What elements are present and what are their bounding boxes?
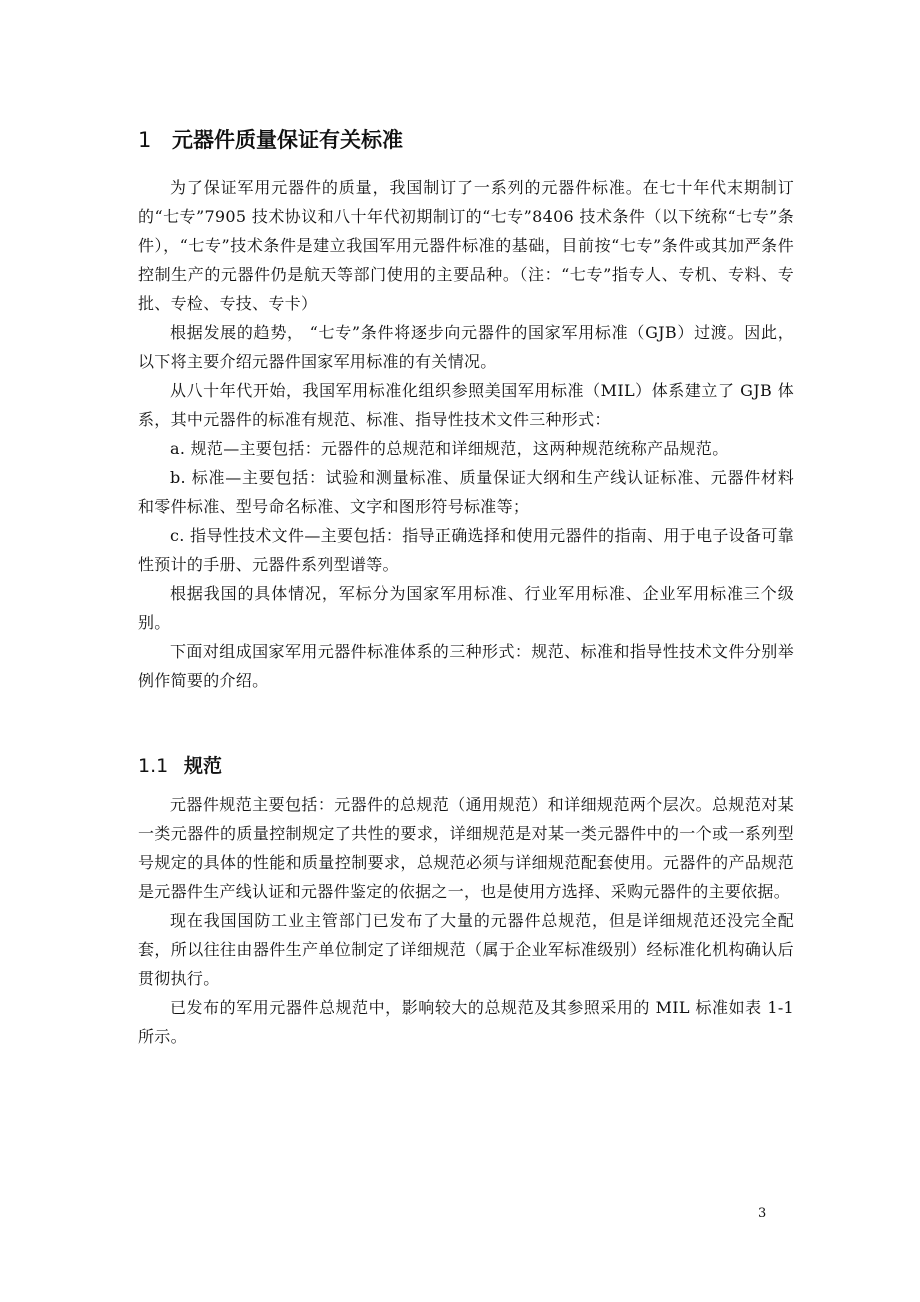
paragraph-item-b: b. 标准—主要包括：试验和测量标准、质量保证大纲和生产线认证标准、元器件材料和零件标准、型号命名标准、文字和图形符号标准等；: [138, 468, 794, 516]
paragraph-item-a: a. 规范—主要包括：元器件的总规范和详细规范，这两种规范统称产品规范。: [170, 439, 729, 458]
section-1-number: 1: [138, 128, 152, 152]
paragraph-spec-table-ref: 已发布的军用元器件总规范中，影响较大的总规范及其参照采用的 MIL 标准如表 1-1 所示。: [138, 998, 794, 1046]
paragraph-trend: 根据发展的趋势， “七专”条件将逐步向元器件的国家军用标准（GJB）过渡。因此，以下将主要介绍元器件国家军用标准的有关情况。: [138, 323, 794, 371]
section-1-1-number: 1.1: [138, 755, 169, 777]
section-1-heading: [138, 122, 798, 158]
paragraph-levels: 根据我国的具体情况，军标分为国家军用标准、行业军用标准、企业军用标准三个级别。: [138, 584, 794, 632]
section-1-1-body: [138, 790, 794, 1051]
section-1-1-heading: [138, 748, 798, 784]
paragraph-item-c: c. 指导性技术文件—主要包括：指导正确选择和使用元器件的指南、用于电子设备可靠性预计的手册、元器件系列型谱等。: [138, 526, 794, 574]
section-1-title: 元器件质量保证有关标准: [172, 128, 403, 152]
paragraph-overview: 下面对组成国家军用元器件标准体系的三种形式：规范、标准和指导性技术文件分别举例作简要的介绍。: [138, 642, 794, 690]
paragraph-intro: 为了保证军用元器件的质量，我国制订了一系列的元器件标准。在七十年代末期制订的“七专”7905 技术协议和八十年代初期制订的“七专”8406 技术条件（以下统称“七专”条件），“七专”技术条件是建立我国军用元器件标准的基础，目前按“七专”条件或其加严条件控制生产的元器件仍是航天等部门使用的主要品种。（注：“七专”指专人、专机、专料、专批、专检、专技、专卡）: [138, 178, 794, 313]
section-1-1-title: 规范: [184, 755, 223, 777]
section-1-body: [138, 173, 794, 695]
paragraph-gjb-system: 从八十年代开始，我国军用标准化组织参照美国军用标准（MIL）体系建立了 GJB 体系，其中元器件的标准有规范、标准、指导性技术文件三种形式：: [138, 381, 794, 429]
paragraph-spec-levels: 元器件规范主要包括：元器件的总规范（通用规范）和详细规范两个层次。总规范对某一类元器件的质量控制规定了共性的要求，详细规范是对某一类元器件中的一个或一系列型号规定的具体的性能和质量控制要求，总规范必须与详细规范配套使用。元器件的产品规范是元器件生产线认证和元器件鉴定的依据之一，也是使用方选择、采购元器件的主要依据。: [138, 795, 794, 901]
paragraph-spec-status: 现在我国国防工业主管部门已发布了大量的元器件总规范，但是详细规范还没完全配套，所以往往由器件生产单位制定了详细规范（属于企业军标准级别）经标准化机构确认后贯彻执行。: [138, 911, 794, 988]
page-number: 3: [758, 1206, 767, 1221]
